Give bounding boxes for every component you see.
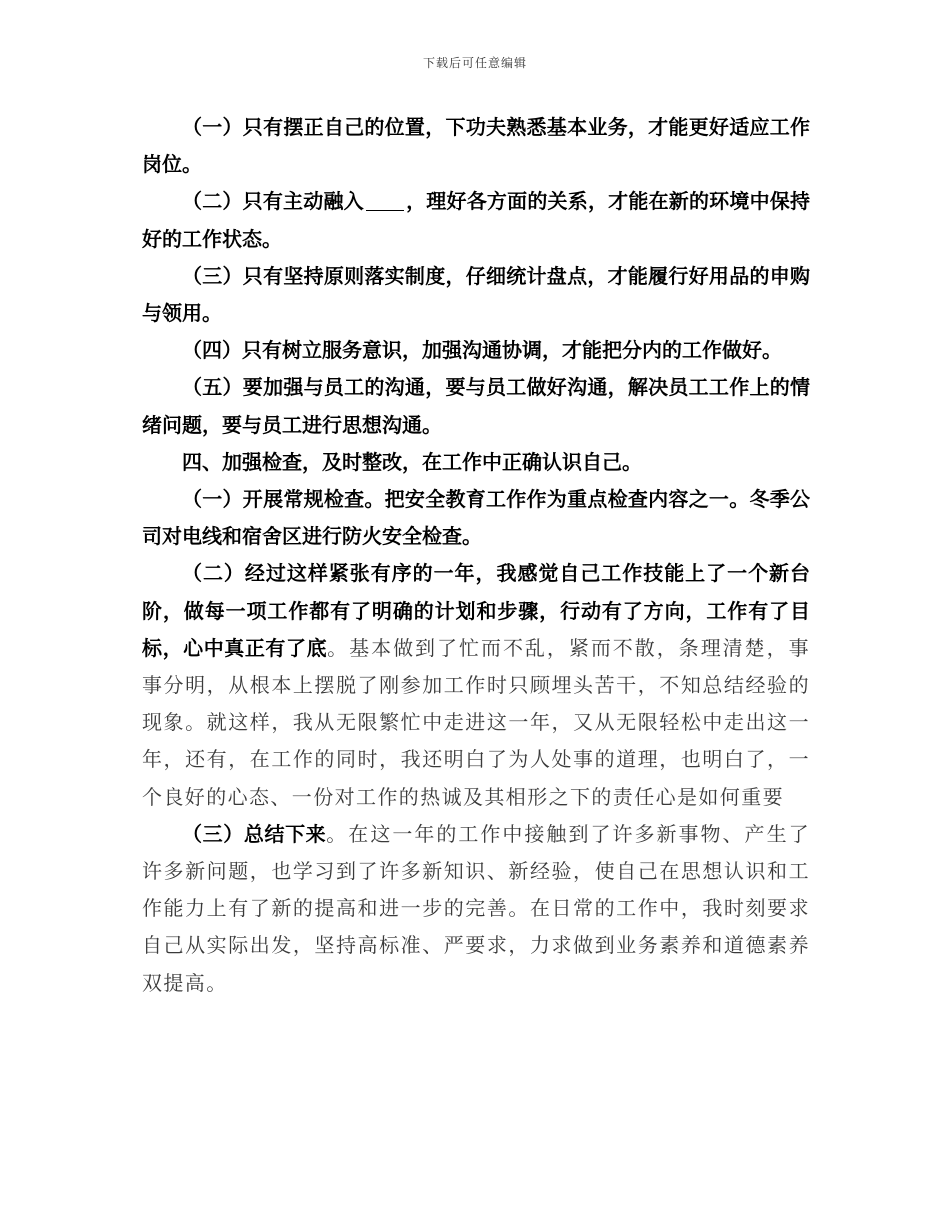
document-body [142, 109, 810, 1002]
paragraph-5-text: （五）要加强与员工的沟通，要与员工做好沟通，解决员工工作上的情绪问题，要与员工进行思想沟通。 [142, 375, 810, 437]
paragraph-3 [142, 258, 810, 332]
paragraph-9-regular-text: 。在这一年的工作中接触到了许多新事物、产生了许多新问题，也学习到了许多新知识、新经验，使自己在思想认识和工作能力上有了新的提高和进一步的完善。在日常的工作中，我时刻要求自己从实际出发，坚持高标准、严要求，力求做到业务素养和道德素养双提高。 [142, 821, 810, 995]
paragraph-4 [142, 332, 810, 369]
paragraph-2-text-before: （二）只有主动融入 [182, 189, 364, 214]
paragraph-7-text: （一）开展常规检查。把安全教育工作作为重点检查内容之一。冬季公司对电线和宿舍区进行防火安全检查。 [142, 487, 810, 549]
section-heading-4 [142, 444, 810, 481]
paragraph-7 [142, 481, 810, 555]
paragraph-9 [142, 816, 810, 1002]
paragraph-5 [142, 369, 810, 443]
paragraph-3-text: （三）只有坚持原则落实制度，仔细统计盘点，才能履行好用品的申购与领用。 [142, 263, 810, 326]
paragraph-8 [142, 555, 810, 815]
section-heading-4-text: 四、加强检查，及时整改，在工作中正确认识自己。 [182, 449, 642, 474]
page-header: 下载后可任意编辑 [422, 56, 527, 70]
paragraph-1-text: （一）只有摆正自己的位置，下功夫熟悉基本业务，才能更好适应工作岗位。 [142, 115, 810, 177]
paragraph-9-bold-text: （三）总结下来 [182, 821, 327, 846]
fill-in-blank [366, 192, 404, 211]
paragraph-2 [142, 183, 810, 257]
paragraph-1 [142, 109, 810, 183]
paragraph-4-text: （四）只有树立服务意识，加强沟通协调，才能把分内的工作做好。 [182, 338, 782, 363]
paragraph-8-bold-text: （二）经过这样紧张有序的一年，我感觉自己工作技能上了一个新台阶，做每一项工作都有了明确的计划和步骤，行动有了方向，工作有了目标，心中真正有了底 [142, 561, 810, 660]
paragraph-8-regular-text: 。基本做到了忙而不乱，紧而不散，条理清楚，事事分明，从根本上摆脱了刚参加工作时只顾埋头苦干，不知总结经验的现象。就这样，我从无限繁忙中走进这一年，又从无限轻松中走出这一年，还有，在工作的同时，我还明白了为人处事的道理，也明白了，一个良好的心态、一份对工作的热诚及其相形之下的责任心是如何重要 [142, 635, 810, 809]
paragraph-2-text-after: ，理好各方面的关系，才能在新的环境中保持好的工作状态。 [142, 189, 811, 251]
